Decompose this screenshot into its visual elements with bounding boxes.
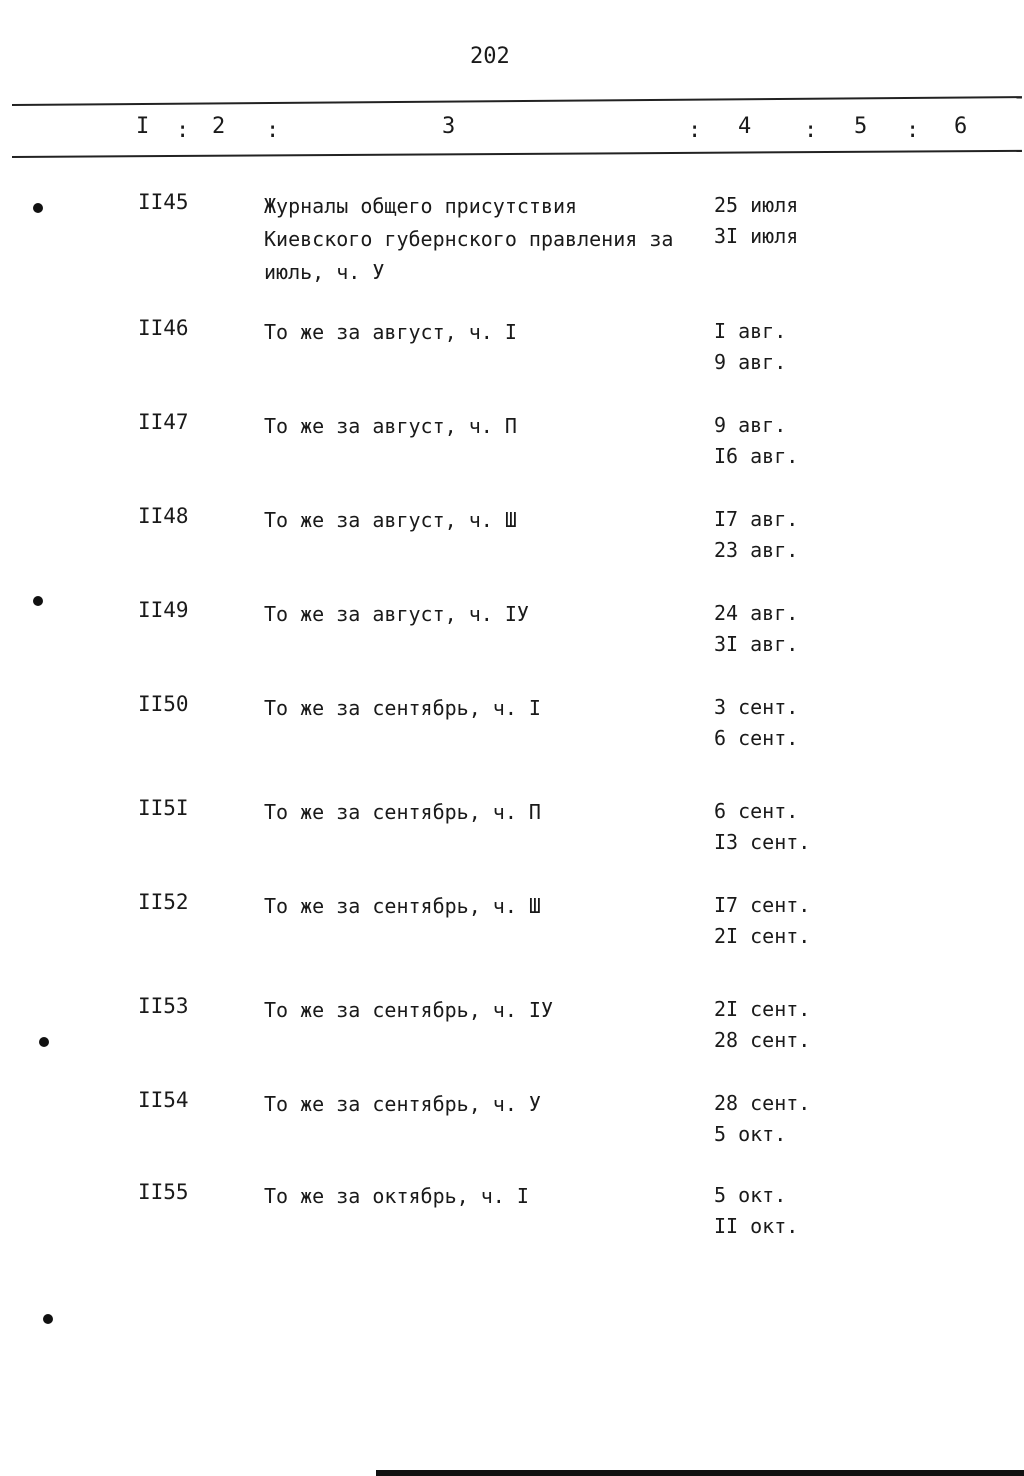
table-row [0,410,1024,500]
column-separator: : [906,118,920,143]
date-from: 3 сент. [714,695,799,719]
table-row [0,890,1024,980]
date-from: I7 авг. [714,507,799,531]
table-row [0,994,1024,1084]
date-from: I авг. [714,319,787,343]
date-to: I3 сент. [714,830,811,854]
row-dates [714,598,798,660]
column-header-3: 3 [442,114,456,139]
row-description: То же за сентябрь, ч. I [264,696,541,720]
column-header-2: 2 [212,114,226,139]
row-number: II52 [138,890,189,914]
row-number: II47 [138,410,189,434]
row-description: То же за сентябрь, ч. У [264,1092,541,1116]
table-row [0,190,1024,284]
row-number: II54 [138,1088,189,1112]
row-dates [714,890,810,952]
date-to: I6 авг. [714,444,799,468]
row-number: II46 [138,316,189,340]
header-rule-bottom [12,150,1022,158]
row-number: II5I [138,796,189,820]
date-from: I7 сент. [714,893,811,917]
row-dates [714,504,798,566]
date-from: 9 авг. [714,413,787,437]
column-separator: : [688,118,702,143]
date-from: 28 сент. [714,1091,811,1115]
column-separator: : [176,118,190,143]
date-to: 3I июля [714,224,799,248]
row-description: То же за сентябрь, ч. Ш [264,894,541,918]
binding-hole-mark [33,596,43,606]
row-description: Журналы общего присутствия Киевского губернского правления за июль, ч. У [264,194,674,284]
header-rule-top [12,96,1022,106]
row-dates [714,410,798,472]
row-description: То же за август, ч. Ш [264,508,517,532]
row-dates [714,994,810,1056]
date-from: 5 окт. [714,1183,787,1207]
binding-hole-mark [33,203,43,213]
row-number: II53 [138,994,189,1018]
scan-edge-line [376,1470,1024,1476]
date-to: 9 авг. [714,350,787,374]
column-header-1: I [136,114,150,139]
date-from: 6 сент. [714,799,799,823]
row-dates [714,190,798,252]
row-dates [714,796,810,858]
date-to: 2I сент. [714,924,811,948]
row-number: II50 [138,692,189,716]
row-dates [714,316,786,378]
table-row [0,1088,1024,1178]
column-header-4: 4 [738,114,752,139]
table-row [0,504,1024,594]
row-number: II55 [138,1180,189,1204]
binding-hole-mark [39,1037,49,1047]
row-dates [714,1088,810,1150]
date-from: 25 июля [714,193,799,217]
row-dates [714,692,798,754]
date-from: 2I сент. [714,997,811,1021]
table-row [0,1180,1024,1270]
row-description: То же за август, ч. П [264,414,517,438]
date-to: 5 окт. [714,1122,787,1146]
row-description: То же за октябрь, ч. I [264,1184,529,1208]
row-number: II48 [138,504,189,528]
row-number: II49 [138,598,189,622]
table-row [0,796,1024,886]
table-row [0,692,1024,782]
date-to: 28 сент. [714,1028,811,1052]
row-description: То же за август, ч. I [264,320,517,344]
date-from: 24 авг. [714,601,799,625]
date-to: 6 сент. [714,726,799,750]
row-description: То же за сентябрь, ч. IУ [264,998,553,1022]
date-to: II окт. [714,1214,799,1238]
page-number: 202 [470,44,510,69]
row-dates [714,1180,798,1242]
table-row [0,316,1024,406]
row-description: То же за сентябрь, ч. П [264,800,541,824]
row-description: То же за август, ч. IУ [264,602,529,626]
date-to: 3I авг. [714,632,799,656]
column-separator: : [804,118,818,143]
column-header-6: 6 [954,114,968,139]
table-row [0,598,1024,688]
column-separator: : [266,118,280,143]
binding-hole-mark [43,1314,53,1324]
date-to: 23 авг. [714,538,799,562]
column-header-5: 5 [854,114,868,139]
row-number: II45 [138,190,189,214]
